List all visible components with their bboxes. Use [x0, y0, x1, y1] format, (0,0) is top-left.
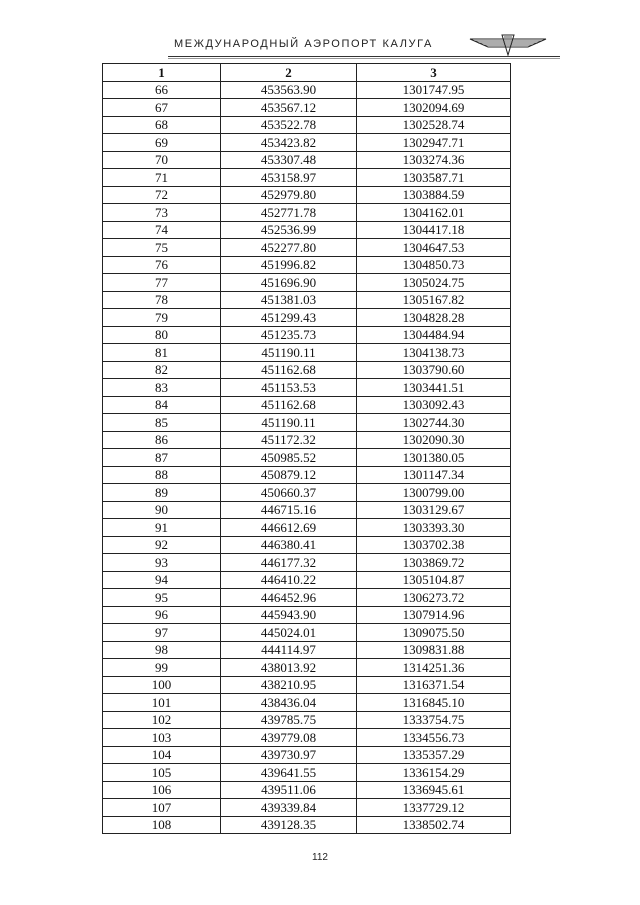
x-coordinate-cell: 450660.37 — [221, 484, 357, 502]
y-coordinate-cell: 1336154.29 — [357, 764, 511, 782]
y-coordinate-cell: 1307914.96 — [357, 606, 511, 624]
y-coordinate-cell: 1303393.30 — [357, 519, 511, 537]
column-header: 3 — [357, 64, 511, 82]
table-row — [103, 134, 511, 152]
table-row — [103, 239, 511, 257]
table-row — [103, 414, 511, 432]
table-row — [103, 221, 511, 239]
x-coordinate-cell: 446612.69 — [221, 519, 357, 537]
y-coordinate-cell: 1303129.67 — [357, 501, 511, 519]
x-coordinate-cell: 444114.97 — [221, 641, 357, 659]
table-row — [103, 309, 511, 327]
x-coordinate-cell: 453522.78 — [221, 116, 357, 134]
table-row — [103, 431, 511, 449]
table-row — [103, 606, 511, 624]
page-header — [168, 30, 560, 58]
x-coordinate-cell: 438210.95 — [221, 676, 357, 694]
table-row — [103, 659, 511, 677]
y-coordinate-cell: 1303790.60 — [357, 361, 511, 379]
table-row — [103, 816, 511, 834]
header-rule-secondary — [168, 58, 560, 59]
y-coordinate-cell: 1302090.30 — [357, 431, 511, 449]
point-number-cell: 75 — [103, 239, 221, 257]
y-coordinate-cell: 1304162.01 — [357, 204, 511, 222]
y-coordinate-cell: 1304647.53 — [357, 239, 511, 257]
y-coordinate-cell: 1303702.38 — [357, 536, 511, 554]
point-number-cell: 96 — [103, 606, 221, 624]
point-number-cell: 88 — [103, 466, 221, 484]
table-row — [103, 379, 511, 397]
table-row — [103, 729, 511, 747]
table-row — [103, 519, 511, 537]
x-coordinate-cell: 451190.11 — [221, 414, 357, 432]
point-number-cell: 95 — [103, 589, 221, 607]
table-row — [103, 501, 511, 519]
table-row — [103, 361, 511, 379]
x-coordinate-cell: 451235.73 — [221, 326, 357, 344]
table-row — [103, 571, 511, 589]
table-row — [103, 151, 511, 169]
y-coordinate-cell: 1338502.74 — [357, 816, 511, 834]
y-coordinate-cell: 1314251.36 — [357, 659, 511, 677]
table-row — [103, 116, 511, 134]
x-coordinate-cell: 451162.68 — [221, 396, 357, 414]
y-coordinate-cell: 1309075.50 — [357, 624, 511, 642]
x-coordinate-cell: 453307.48 — [221, 151, 357, 169]
x-coordinate-cell: 445943.90 — [221, 606, 357, 624]
table-row — [103, 169, 511, 187]
x-coordinate-cell: 446380.41 — [221, 536, 357, 554]
page-number: 112 — [312, 852, 328, 863]
point-number-cell: 73 — [103, 204, 221, 222]
point-number-cell: 79 — [103, 309, 221, 327]
y-coordinate-cell: 1304138.73 — [357, 344, 511, 362]
x-coordinate-cell: 439511.06 — [221, 781, 357, 799]
x-coordinate-cell: 452979.80 — [221, 186, 357, 204]
point-number-cell: 72 — [103, 186, 221, 204]
x-coordinate-cell: 446715.16 — [221, 501, 357, 519]
y-coordinate-cell: 1301380.05 — [357, 449, 511, 467]
x-coordinate-cell: 453423.82 — [221, 134, 357, 152]
point-number-cell: 91 — [103, 519, 221, 537]
y-coordinate-cell: 1303092.43 — [357, 396, 511, 414]
point-number-cell: 92 — [103, 536, 221, 554]
y-coordinate-cell: 1302744.30 — [357, 414, 511, 432]
point-number-cell: 84 — [103, 396, 221, 414]
point-number-cell: 71 — [103, 169, 221, 187]
x-coordinate-cell: 453158.97 — [221, 169, 357, 187]
y-coordinate-cell: 1335357.29 — [357, 746, 511, 764]
point-number-cell: 98 — [103, 641, 221, 659]
x-coordinate-cell: 450879.12 — [221, 466, 357, 484]
point-number-cell: 105 — [103, 764, 221, 782]
table-row — [103, 799, 511, 817]
point-number-cell: 67 — [103, 99, 221, 117]
x-coordinate-cell: 439730.97 — [221, 746, 357, 764]
x-coordinate-cell: 451996.82 — [221, 256, 357, 274]
point-number-cell: 70 — [103, 151, 221, 169]
header-rule — [168, 56, 560, 57]
x-coordinate-cell: 445024.01 — [221, 624, 357, 642]
table-row — [103, 291, 511, 309]
y-coordinate-cell: 1302094.69 — [357, 99, 511, 117]
point-number-cell: 66 — [103, 81, 221, 99]
table-row — [103, 554, 511, 572]
column-header: 2 — [221, 64, 357, 82]
point-number-cell: 107 — [103, 799, 221, 817]
y-coordinate-cell: 1316371.54 — [357, 676, 511, 694]
table-row — [103, 466, 511, 484]
table-row — [103, 274, 511, 292]
table-row — [103, 781, 511, 799]
point-number-cell: 77 — [103, 274, 221, 292]
y-coordinate-cell: 1304828.28 — [357, 309, 511, 327]
point-number-cell: 83 — [103, 379, 221, 397]
x-coordinate-cell: 451153.53 — [221, 379, 357, 397]
table-row — [103, 641, 511, 659]
table-row — [103, 81, 511, 99]
table-row — [103, 326, 511, 344]
table-row — [103, 624, 511, 642]
x-coordinate-cell: 438436.04 — [221, 694, 357, 712]
y-coordinate-cell: 1303884.59 — [357, 186, 511, 204]
point-number-cell: 85 — [103, 414, 221, 432]
table-row — [103, 711, 511, 729]
point-number-cell: 93 — [103, 554, 221, 572]
table-row — [103, 694, 511, 712]
point-number-cell: 103 — [103, 729, 221, 747]
y-coordinate-cell: 1303441.51 — [357, 379, 511, 397]
y-coordinate-cell: 1303869.72 — [357, 554, 511, 572]
y-coordinate-cell: 1305104.87 — [357, 571, 511, 589]
x-coordinate-cell: 446452.96 — [221, 589, 357, 607]
y-coordinate-cell: 1302528.74 — [357, 116, 511, 134]
x-coordinate-cell: 451172.32 — [221, 431, 357, 449]
x-coordinate-cell: 439339.84 — [221, 799, 357, 817]
y-coordinate-cell: 1301147.34 — [357, 466, 511, 484]
x-coordinate-cell: 439641.55 — [221, 764, 357, 782]
y-coordinate-cell: 1316845.10 — [357, 694, 511, 712]
coordinates-table — [102, 63, 511, 834]
y-coordinate-cell: 1334556.73 — [357, 729, 511, 747]
x-coordinate-cell: 451696.90 — [221, 274, 357, 292]
x-coordinate-cell: 439779.08 — [221, 729, 357, 747]
y-coordinate-cell: 1337729.12 — [357, 799, 511, 817]
table-row — [103, 99, 511, 117]
column-header: 1 — [103, 64, 221, 82]
table-row — [103, 449, 511, 467]
x-coordinate-cell: 450985.52 — [221, 449, 357, 467]
x-coordinate-cell: 446177.32 — [221, 554, 357, 572]
point-number-cell: 100 — [103, 676, 221, 694]
x-coordinate-cell: 451299.43 — [221, 309, 357, 327]
point-number-cell: 82 — [103, 361, 221, 379]
x-coordinate-cell: 452277.80 — [221, 239, 357, 257]
y-coordinate-cell: 1303274.36 — [357, 151, 511, 169]
point-number-cell: 76 — [103, 256, 221, 274]
y-coordinate-cell: 1305024.75 — [357, 274, 511, 292]
point-number-cell: 87 — [103, 449, 221, 467]
table-row — [103, 676, 511, 694]
table-row — [103, 536, 511, 554]
table-row — [103, 484, 511, 502]
y-coordinate-cell: 1333754.75 — [357, 711, 511, 729]
point-number-cell: 69 — [103, 134, 221, 152]
point-number-cell: 81 — [103, 344, 221, 362]
point-number-cell: 99 — [103, 659, 221, 677]
point-number-cell: 90 — [103, 501, 221, 519]
header-title: МЕЖДУНАРОДНЫЙ АЭРОПОРТ КАЛУГА — [174, 38, 433, 50]
table-row — [103, 746, 511, 764]
y-coordinate-cell: 1301747.95 — [357, 81, 511, 99]
point-number-cell: 97 — [103, 624, 221, 642]
x-coordinate-cell: 451381.03 — [221, 291, 357, 309]
point-number-cell: 86 — [103, 431, 221, 449]
y-coordinate-cell: 1306273.72 — [357, 589, 511, 607]
table-row — [103, 589, 511, 607]
table-header-row — [103, 64, 511, 82]
point-number-cell: 94 — [103, 571, 221, 589]
x-coordinate-cell: 452771.78 — [221, 204, 357, 222]
table-row — [103, 186, 511, 204]
y-coordinate-cell: 1309831.88 — [357, 641, 511, 659]
point-number-cell: 106 — [103, 781, 221, 799]
point-number-cell: 78 — [103, 291, 221, 309]
table-row — [103, 396, 511, 414]
point-number-cell: 68 — [103, 116, 221, 134]
point-number-cell: 104 — [103, 746, 221, 764]
point-number-cell: 101 — [103, 694, 221, 712]
x-coordinate-cell: 453567.12 — [221, 99, 357, 117]
point-number-cell: 89 — [103, 484, 221, 502]
x-coordinate-cell: 451162.68 — [221, 361, 357, 379]
point-number-cell: 80 — [103, 326, 221, 344]
y-coordinate-cell: 1336945.61 — [357, 781, 511, 799]
y-coordinate-cell: 1304417.18 — [357, 221, 511, 239]
x-coordinate-cell: 439785.75 — [221, 711, 357, 729]
y-coordinate-cell: 1304484.94 — [357, 326, 511, 344]
y-coordinate-cell: 1300799.00 — [357, 484, 511, 502]
x-coordinate-cell: 439128.35 — [221, 816, 357, 834]
x-coordinate-cell: 446410.22 — [221, 571, 357, 589]
point-number-cell: 108 — [103, 816, 221, 834]
point-number-cell: 102 — [103, 711, 221, 729]
y-coordinate-cell: 1305167.82 — [357, 291, 511, 309]
table-row — [103, 204, 511, 222]
x-coordinate-cell: 453563.90 — [221, 81, 357, 99]
table-row — [103, 344, 511, 362]
table-row — [103, 764, 511, 782]
table-row — [103, 256, 511, 274]
x-coordinate-cell: 451190.11 — [221, 344, 357, 362]
y-coordinate-cell: 1303587.71 — [357, 169, 511, 187]
x-coordinate-cell: 452536.99 — [221, 221, 357, 239]
x-coordinate-cell: 438013.92 — [221, 659, 357, 677]
y-coordinate-cell: 1302947.71 — [357, 134, 511, 152]
y-coordinate-cell: 1304850.73 — [357, 256, 511, 274]
airport-logo-icon — [468, 33, 548, 57]
point-number-cell: 74 — [103, 221, 221, 239]
